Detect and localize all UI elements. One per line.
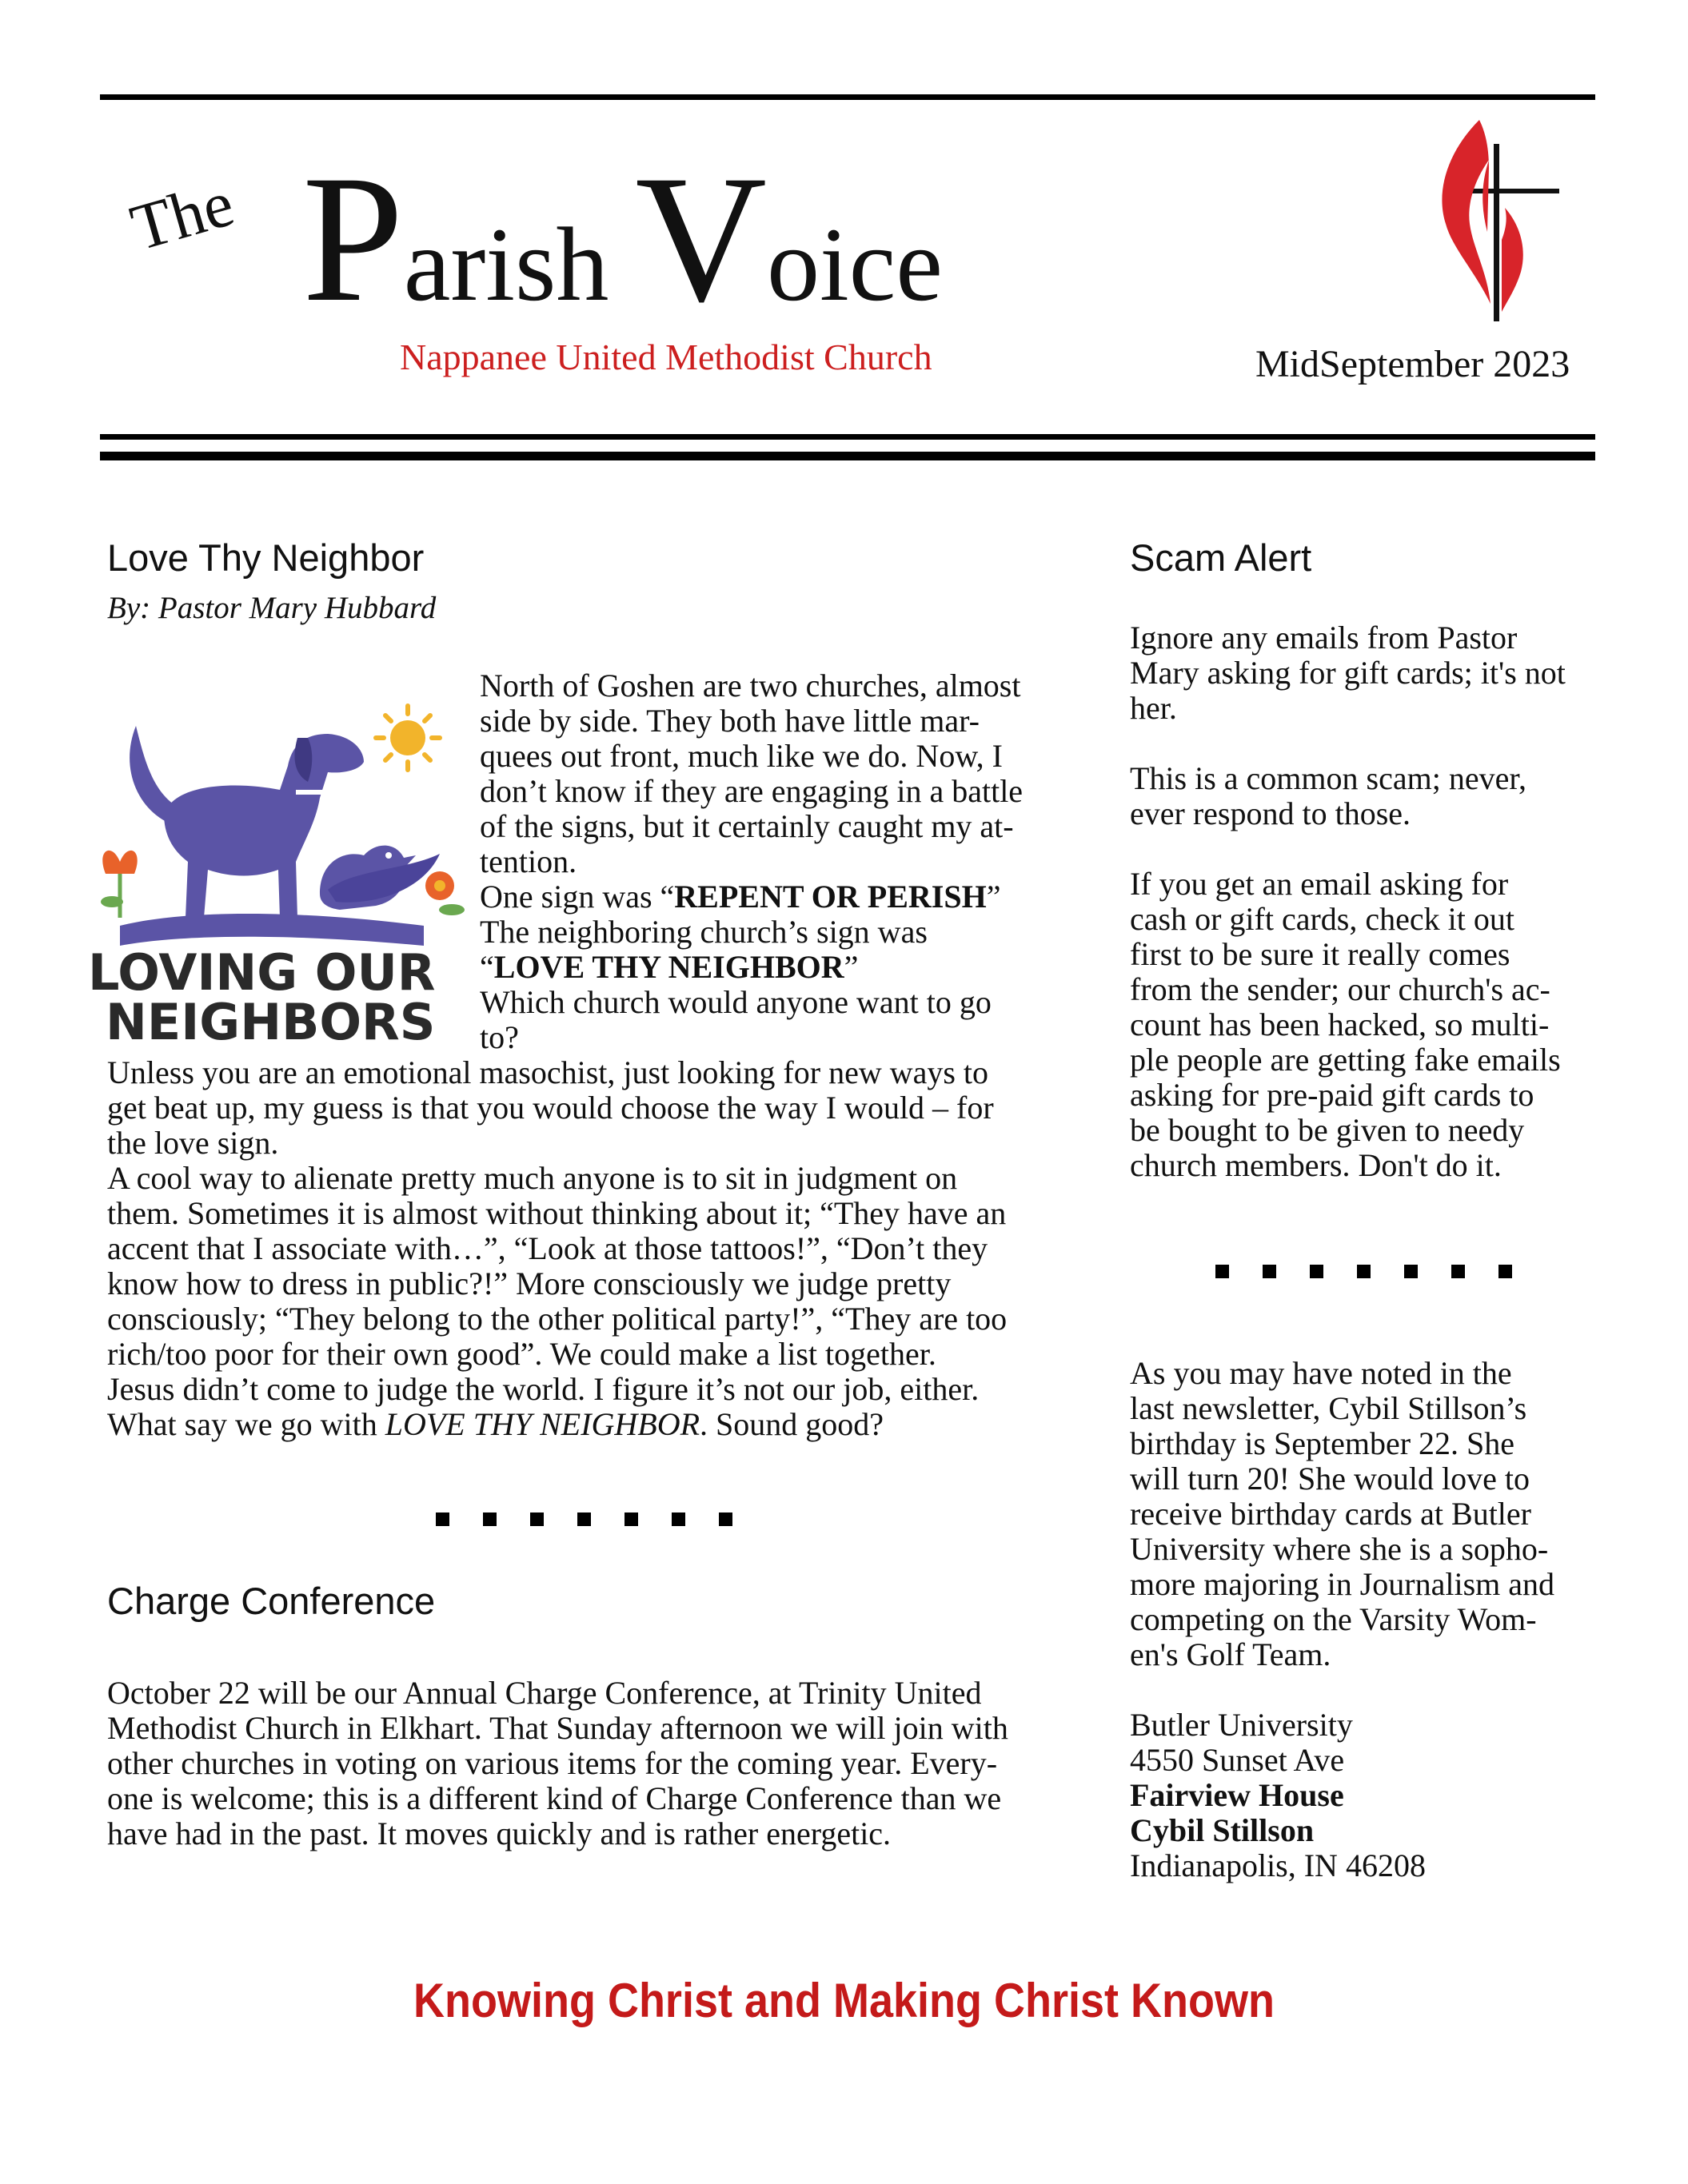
text-line: The neighboring church’s sign was [480, 914, 928, 950]
article-heading-love-thy-neighbor: Love Thy Neighbor [107, 536, 425, 579]
text-line: receive birthday cards at Butler [1130, 1496, 1531, 1532]
address-line [1130, 1778, 1554, 1813]
text-line: Unless you are an emotional masochist, just looking for new ways to [107, 1054, 989, 1090]
text-line: from the sender; our church's ac- [1130, 971, 1550, 1007]
text-line: them. Sometimes it is almost without thinking about it; “They have an [107, 1195, 1007, 1231]
birthday-text [1130, 1356, 1554, 1883]
dog-and-bird-illustration [88, 670, 470, 1046]
text-line: more majoring in Journalism and [1130, 1566, 1555, 1602]
text-line: A cool way to alienate pretty much anyone is to sit in judgment on [107, 1160, 958, 1196]
address-line: 4550 Sunset Ave [1130, 1742, 1345, 1778]
text-line: This is a common scam; never, [1130, 760, 1527, 796]
article1-wrap-text [480, 668, 1023, 1055]
text-line: University where she is a sopho- [1130, 1531, 1549, 1567]
sign1-text: REPENT OR PERISH [674, 879, 987, 915]
masthead-top-rule [100, 94, 1595, 100]
text-line: Jesus didn’t come to judge the world. I figure it’s not our job, either. [107, 1371, 980, 1407]
text-line: consciously; “They belong to the other political party!”, “They are too [107, 1301, 1008, 1337]
text-line: Ignore any emails from Pastor [1130, 620, 1518, 656]
text-line: ever respond to those. [1130, 795, 1411, 831]
text-line: be bought to be given to needy [1130, 1112, 1525, 1148]
text-line: October 22 will be our Annual Charge Conference, at Trinity United [107, 1675, 982, 1711]
article-byline: By: Pastor Mary Hubbard [107, 591, 437, 625]
text-line: cash or gift cards, check it out [1130, 901, 1514, 937]
masthead-bottom-rule-thin [100, 434, 1595, 440]
address-line: Butler University [1130, 1707, 1353, 1743]
article-heading-charge-conference: Charge Conference [107, 1580, 436, 1622]
cross-and-flame-icon [1431, 120, 1567, 328]
address-recipient: Cybil Stillson [1130, 1812, 1315, 1848]
text-line: know how to dress in public?!” More consciously we judge pretty [107, 1265, 952, 1301]
article1-body-text [107, 1055, 1007, 1442]
text-line: first to be sure it really comes [1130, 936, 1510, 972]
masthead-the: The [123, 166, 241, 265]
masthead-rest-2: oice [767, 205, 943, 323]
text-line: other churches in voting on various items for the coming year. Every- [107, 1745, 998, 1781]
scam-alert-text [1130, 620, 1566, 1183]
text-line: Which church would anyone want to go [480, 984, 992, 1020]
closing-italic: LOVE THY NEIGHBOR [385, 1406, 700, 1442]
text-line: church members. Don't do it. [1130, 1147, 1502, 1183]
section-divider-dots [436, 1512, 766, 1527]
text-line: tention. [480, 843, 577, 879]
text-line: ple people are getting fake emails [1130, 1042, 1561, 1078]
text-line: last newsletter, Cybil Stillson’s [1130, 1390, 1527, 1426]
article2-body-text [107, 1676, 1008, 1851]
illustration-text-line1: LOVING OUR [88, 943, 436, 1002]
text-line: Mary asking for gift cards; it's not [1130, 655, 1566, 691]
closing-line [107, 1407, 1007, 1442]
text-line: get beat up, my guess is that you would choose the way I would – for [107, 1090, 994, 1126]
sign2-line [480, 950, 1023, 985]
issue-date: MidSeptember 2023 [1255, 343, 1570, 385]
sign1-suffix: ” [986, 879, 1001, 915]
masthead-rest-1: arish [403, 205, 636, 323]
text-line: accent that I associate with…”, “Look at those tattoos!”, “Don’t they [107, 1230, 988, 1266]
sign2-prefix: “ [480, 949, 494, 985]
text-line: Methodist Church in Elkhart. That Sunday afternoon we will join with [107, 1710, 1008, 1746]
masthead-bottom-rule-thick [100, 452, 1595, 460]
footer-tagline: Knowing Christ and Making Christ Known [413, 1974, 1275, 2027]
address-house: Fairview House [1130, 1777, 1344, 1813]
text-line: quees out front, much like we do. Now, I [480, 738, 1003, 774]
text-line: side by side. They both have little mar- [480, 703, 980, 739]
text-line: her. [1130, 690, 1177, 726]
closing-suffix: . Sound good? [700, 1406, 884, 1442]
sign1-line [480, 879, 1023, 915]
masthead-cap-p: P [302, 138, 404, 340]
address-line: Indianapolis, IN 46208 [1130, 1847, 1426, 1883]
text-line: birthday is September 22. She [1130, 1425, 1515, 1461]
address-line [1130, 1813, 1554, 1848]
illustration-text-line2: NEIGHBORS [106, 993, 436, 1046]
text-line: to? [480, 1019, 519, 1055]
church-name: Nappanee United Methodist Church [400, 337, 932, 377]
text-line: competing on the Varsity Wom- [1130, 1601, 1537, 1637]
text-line: As you may have noted in the [1130, 1355, 1512, 1391]
masthead-title [302, 138, 943, 340]
text-line: rich/too poor for their own good”. We could make a list together. [107, 1336, 936, 1372]
closing-prefix: What say we go with [107, 1406, 385, 1442]
sidebar-heading-scam-alert: Scam Alert [1130, 536, 1312, 579]
sign1-prefix: One sign was “ [480, 879, 675, 915]
sign2-text: LOVE THY NEIGHBOR [493, 949, 844, 985]
sign2-suffix: ” [844, 949, 859, 985]
text-line: don’t know if they are engaging in a battle [480, 773, 1024, 809]
text-line: will turn 20! She would love to [1130, 1461, 1530, 1497]
text-line: have had in the past. It moves quickly and is rather energetic. [107, 1815, 892, 1851]
text-line: en's Golf Team. [1130, 1636, 1331, 1672]
text-line: of the signs, but it certainly caught my at- [480, 808, 1014, 844]
section-divider-dots [1215, 1265, 1546, 1279]
text-line: one is welcome; this is a different kind of Charge Conference than we [107, 1780, 1002, 1816]
text-line: asking for pre-paid gift cards to [1130, 1077, 1534, 1113]
masthead-cap-v: V [635, 138, 768, 340]
text-line: count has been hacked, so multi- [1130, 1006, 1550, 1042]
text-line: North of Goshen are two churches, almost [480, 668, 1021, 703]
text-line: If you get an email asking for [1130, 866, 1509, 902]
text-line: the love sign. [107, 1125, 279, 1161]
